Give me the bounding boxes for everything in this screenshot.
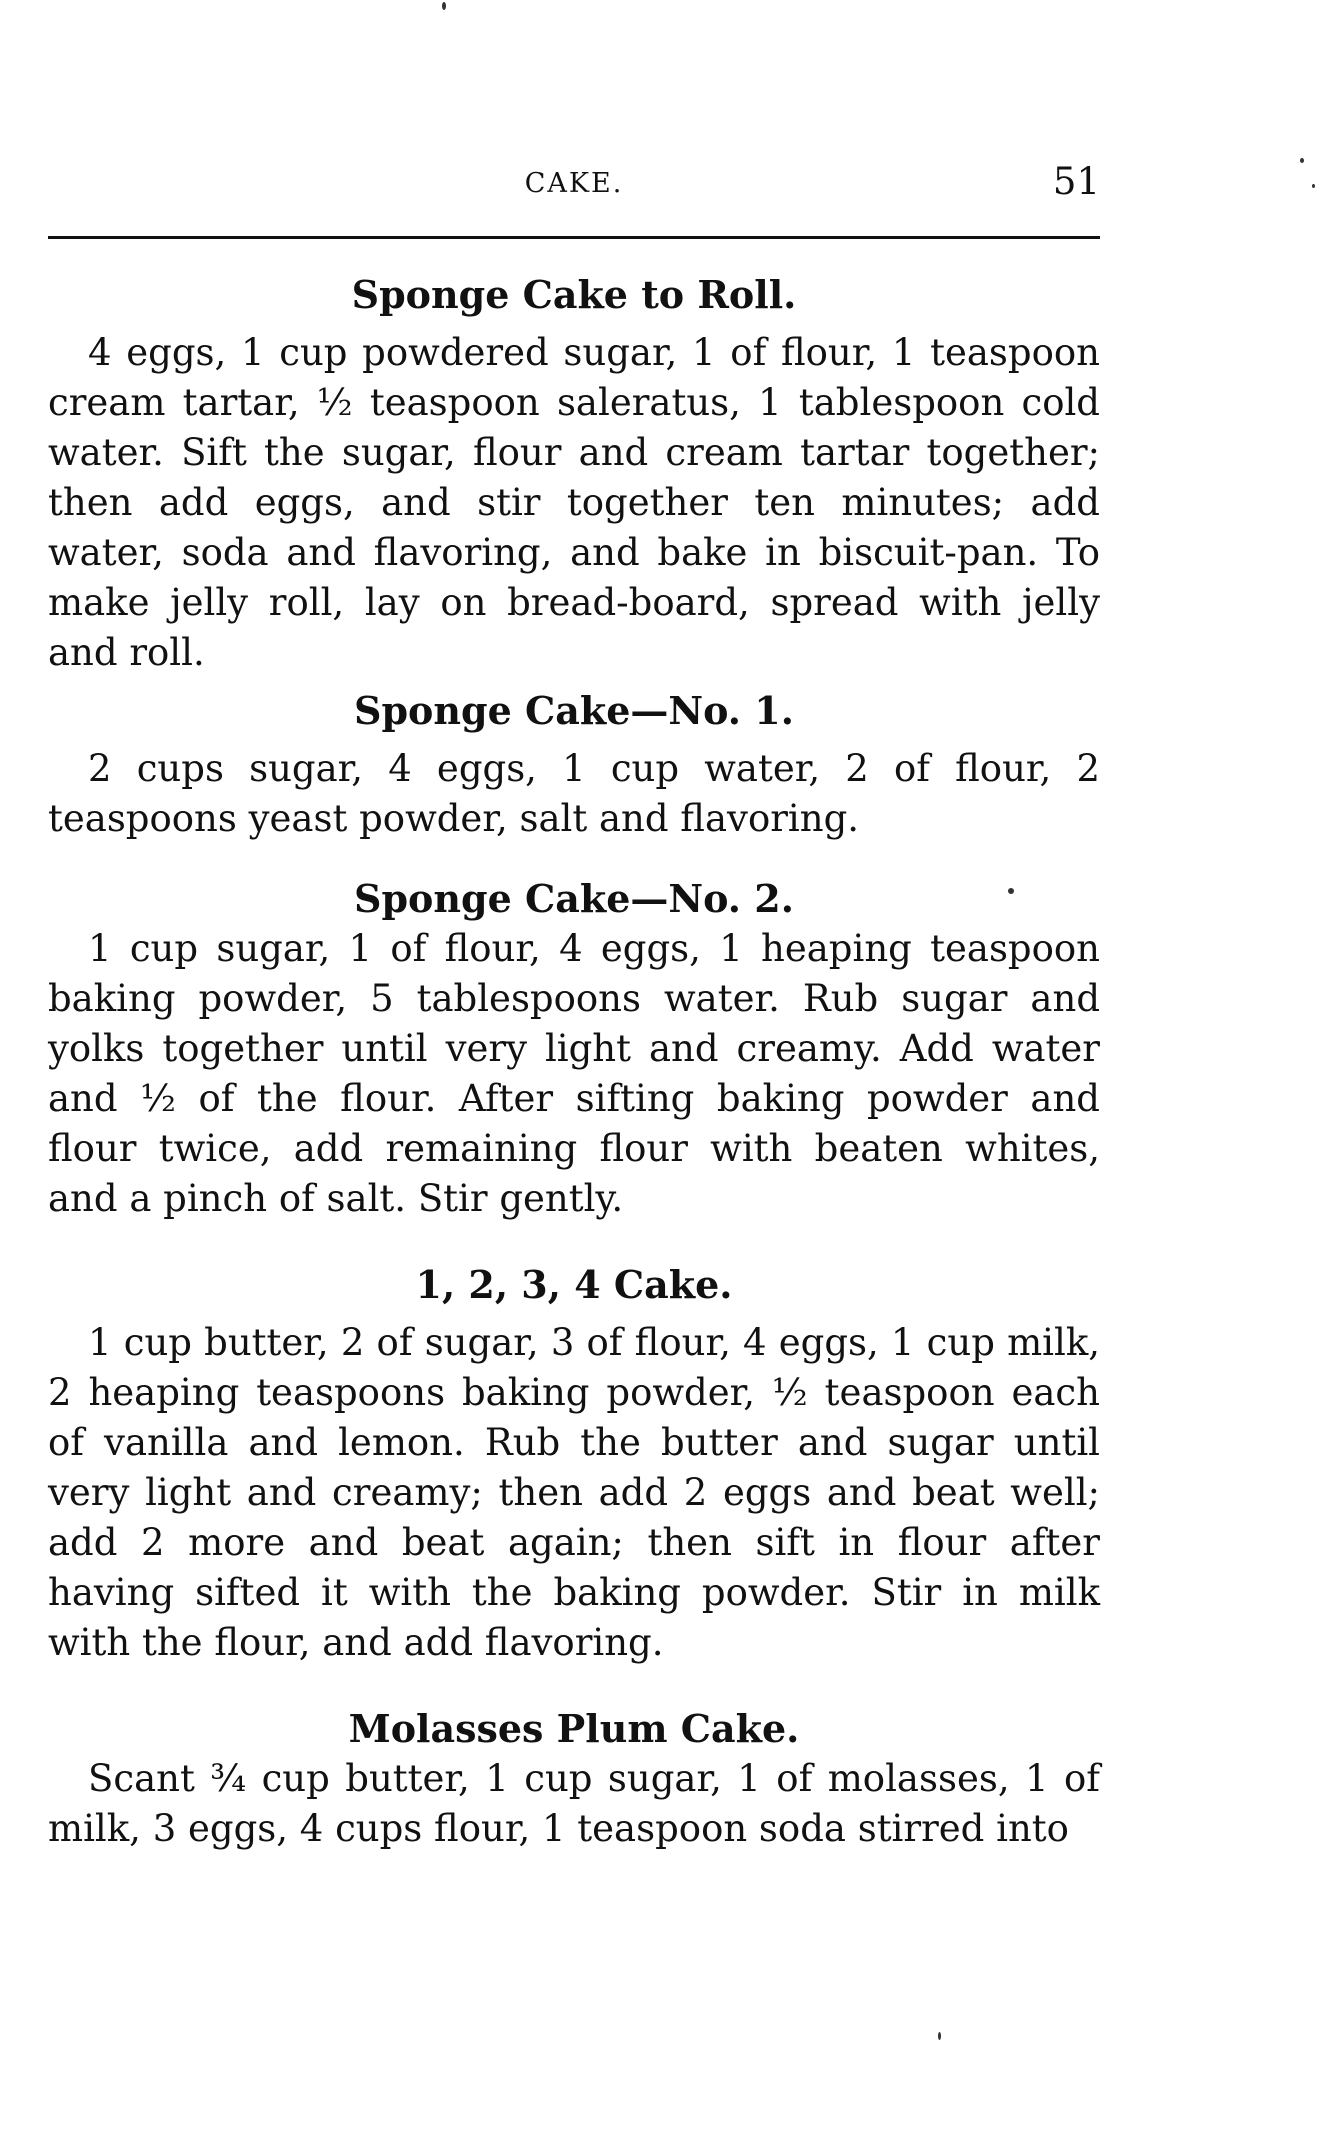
- header-rule: [48, 236, 1100, 239]
- page-content: [48, 270, 1100, 1854]
- recipe-body: Scant ¾ cup butter, 1 cup sugar, 1 of molasses, 1 of milk, 3 eggs, 4 cups flour, 1 teaspoon soda stirred into: [48, 1757, 1100, 1850]
- recipe-body: 2 cups sugar, 4 eggs, 1 cup water, 2 of flour, 2 teaspoons yeast powder, salt and flavoring.: [48, 747, 1100, 840]
- recipe-title: Sponge Cake to Roll.: [351, 272, 797, 317]
- recipe-title: Sponge Cake—No. 1.: [354, 688, 794, 733]
- recipe-title: Molasses Plum Cake.: [348, 1706, 800, 1751]
- recipe-sponge-cake-no-2: [48, 874, 1100, 1224]
- running-title: CAKE.: [524, 168, 624, 199]
- running-head: [48, 160, 1100, 210]
- recipe-title: Sponge Cake—No. 2.: [354, 876, 794, 921]
- recipe-sponge-cake-no-1: [48, 686, 1100, 844]
- recipe-title: 1, 2, 3, 4 Cake.: [415, 1262, 733, 1307]
- recipe-body: 1 cup butter, 2 of sugar, 3 of flour, 4 eggs, 1 cup milk, 2 heaping teaspoons baking powder, ½ teaspoon each of vanilla and lemon. Rub the butter and sugar until very light and creamy; then add 2 eggs and beat well; add 2 more and beat again; then sift in flour after having sifted it with the baking powder. Stir in milk with the flour, and add flavoring.: [48, 1321, 1100, 1664]
- page-number: 51: [1052, 160, 1100, 203]
- recipe-1-2-3-4-cake: [48, 1260, 1100, 1668]
- recipe-body: 4 eggs, 1 cup powdered sugar, 1 of flour, 1 teaspoon cream tartar, ½ teaspoon saleratus, 1 tablespoon cold water. Sift the sugar, flour and cream tartar together; then add eggs, and stir together ten minutes; add water, soda and flavoring, and bake in biscuit-pan. To make jelly roll, lay on bread-board, spread with jelly and roll.: [48, 331, 1100, 674]
- scan-speck: [1008, 888, 1014, 894]
- scan-speck: [938, 2032, 941, 2040]
- scan-speck: [1300, 158, 1304, 163]
- recipe-body: 1 cup sugar, 1 of flour, 4 eggs, 1 heaping teaspoon baking powder, 5 tablespoons water. Rub sugar and yolks together until very light and creamy. Add water and ½ of the flour. After sifting baking powder and flour twice, add remaining flour with beaten whites, and a pinch of salt. Stir gently.: [48, 927, 1100, 1220]
- scan-speck: [442, 2, 446, 10]
- scan-speck: [1312, 184, 1315, 188]
- recipe-molasses-plum-cake: [48, 1704, 1100, 1854]
- recipe-sponge-cake-to-roll: [48, 270, 1100, 678]
